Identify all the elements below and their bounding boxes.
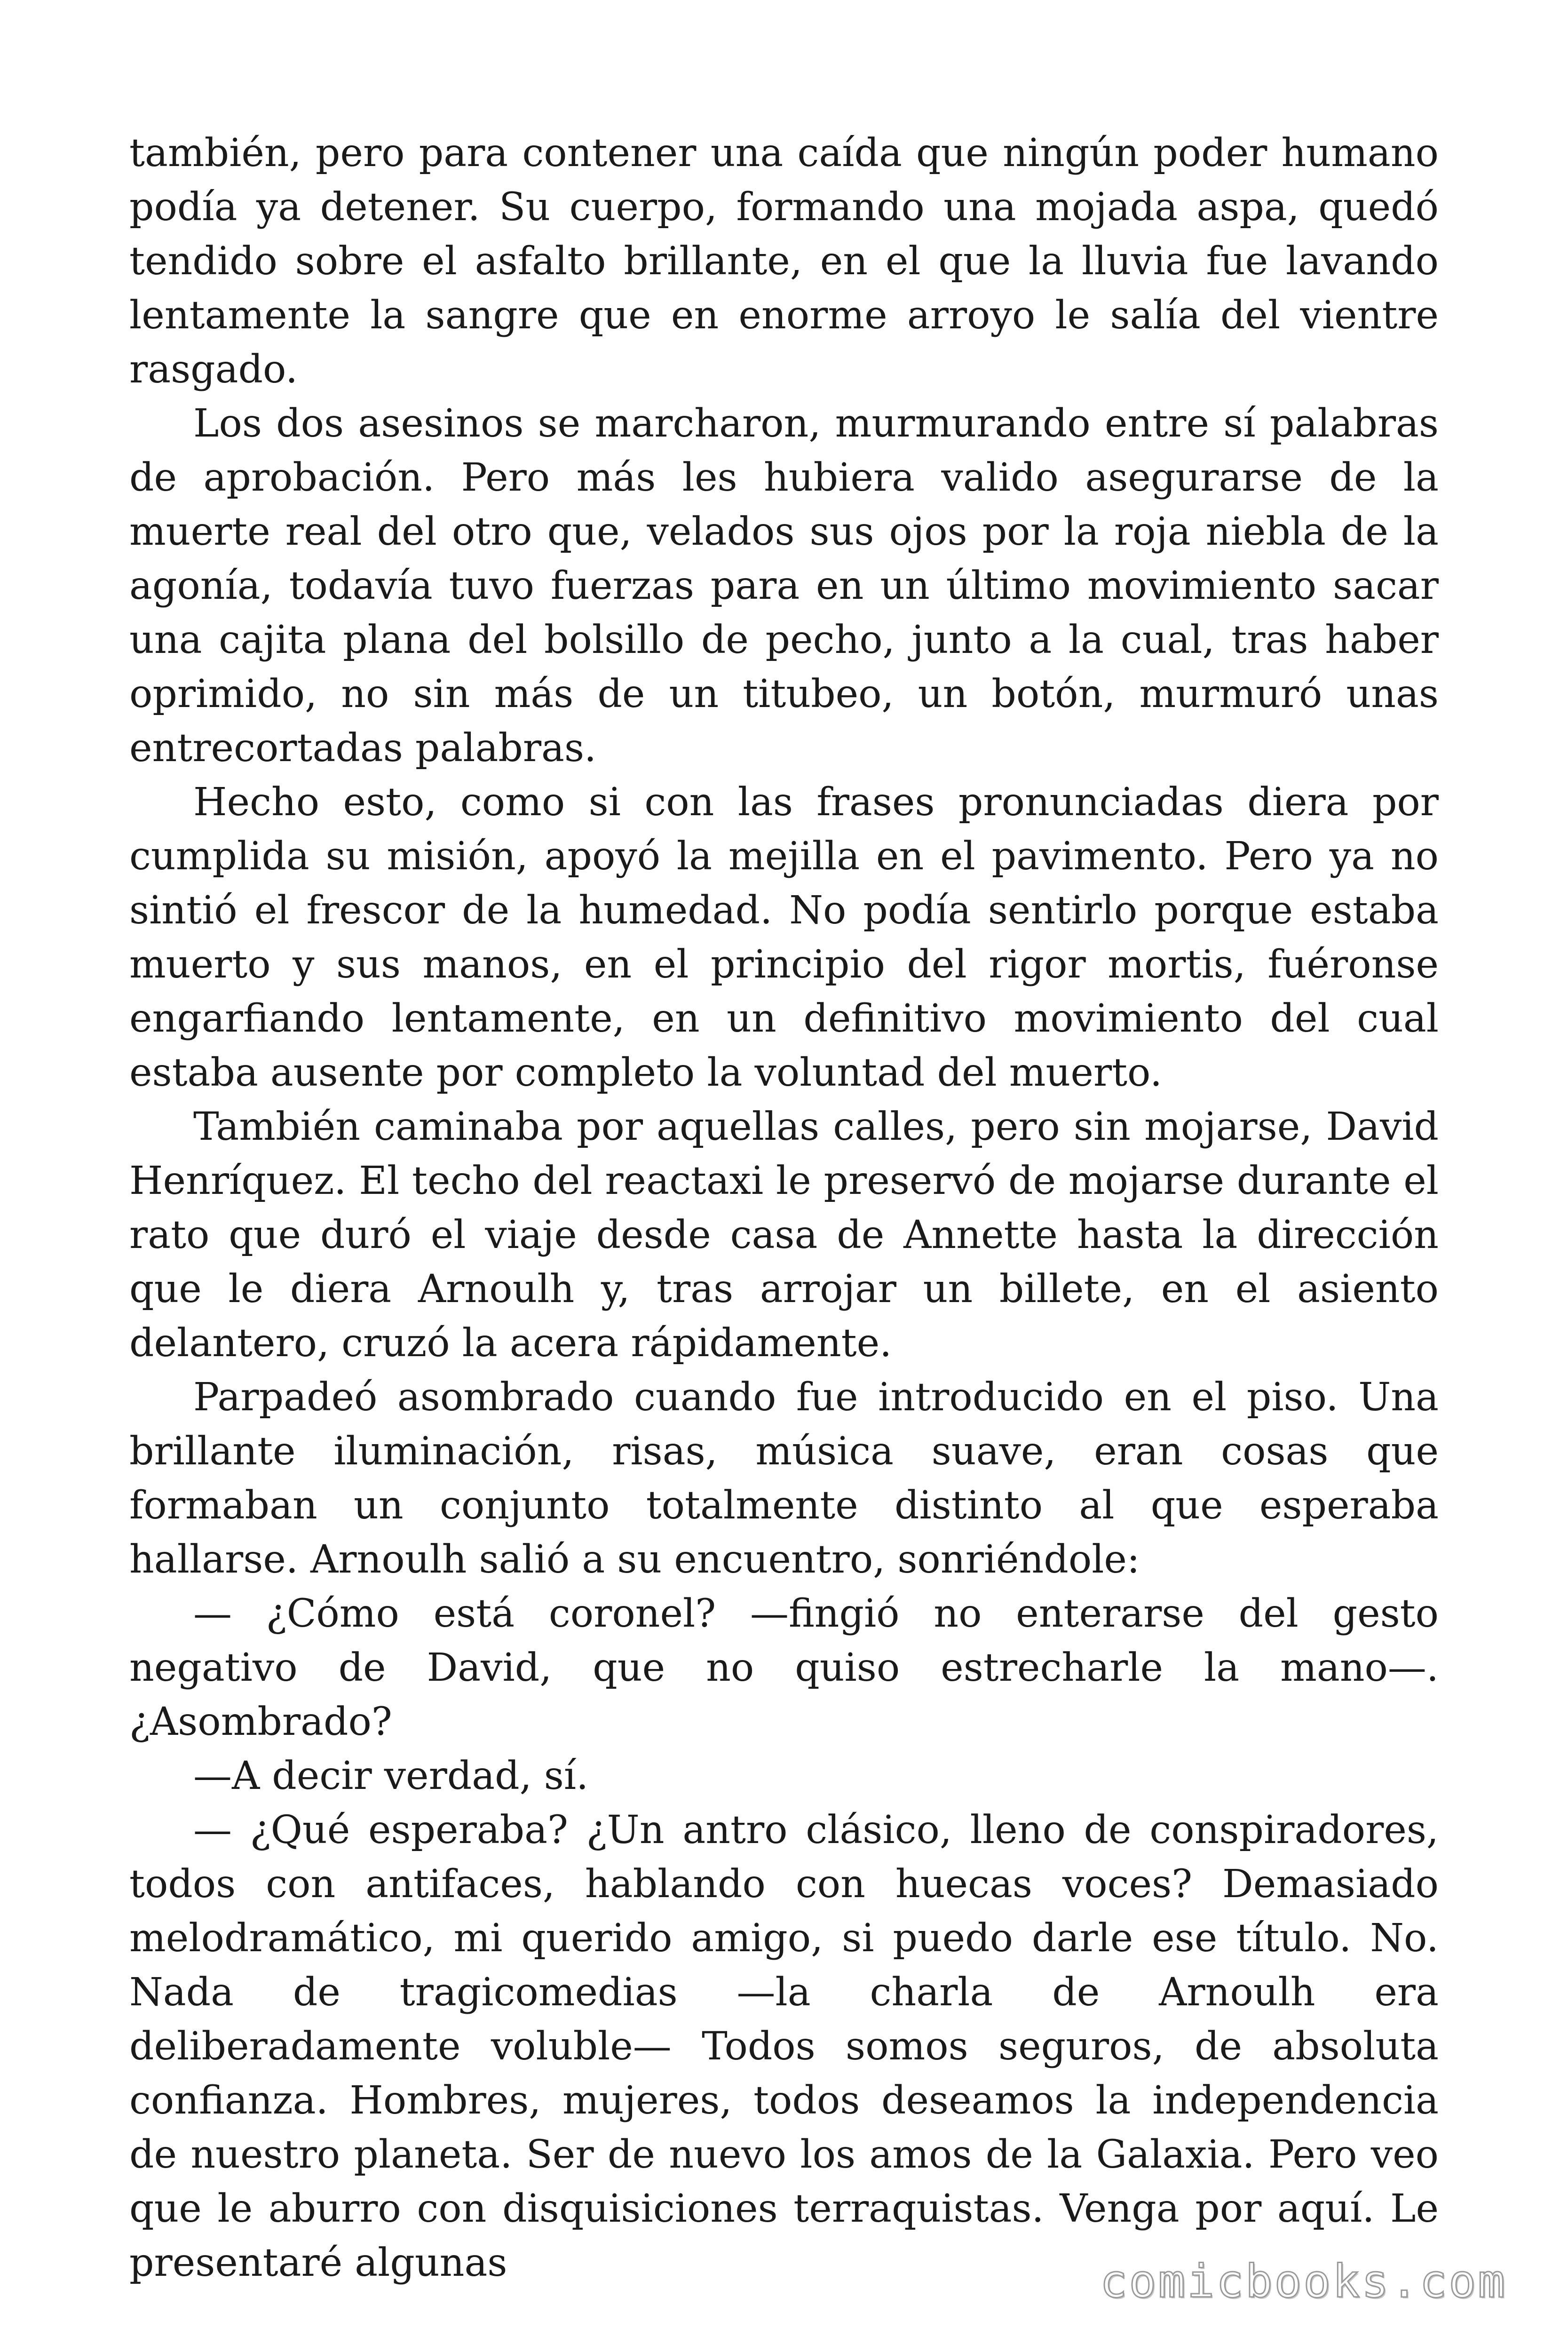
paragraph-5: Parpadeó asombrado cuando fue introducido en el piso. Una brillante iluminación, risas, música suave, eran cosas que formaban un conjunto totalmente distinto al que esperaba hallarse. Arnoulh salió a su encuentro, sonriéndole: [129,1375,1439,1582]
paragraph-3: Hecho esto, como si con las frases pronunciadas diera por cumplida su misión, apoyó la mejilla en el pavimento. Pero ya no sintió el frescor de la humedad. No podía sentirlo porque estaba muerto y sus manos, en el principio del rigor mortis, fuéronse engarfiando lentamente, en un definitivo movimiento del cual estaba ausente por completo la voluntad del muerto. [129,780,1439,1095]
book-page-text [129,126,1439,2290]
watermark: comicbooks.com [1100,2255,1507,2308]
paragraph-6: — ¿Cómo está coronel? —fingió no enterarse del gesto negativo de David, que no quiso estrecharle la mano—. ¿Asombrado? [129,1591,1439,1744]
paragraph-7: —A decir verdad, sí. [193,1754,589,1798]
paragraph-1: también, pero para contener una caída que ningún poder humano podía ya detener. Su cuerpo, formando una mojada aspa, quedó tendido sobre el asfalto brillante, en el que la lluvia fue lavando lentamente la sangre que en enorme arroyo le salía del vientre rasgado. [129,131,1439,392]
paragraph-2: Los dos asesinos se marcharon, murmurando entre sí palabras de aprobación. Pero más les hubiera valido asegurarse de la muerte real del otro que, velados sus ojos por la roja niebla de la agonía, todavía tuvo fuerzas para en un último movimiento sacar una cajita plana del bolsillo de pecho, junto a la cual, tras haber oprimido, no sin más de un titubeo, un botón, murmuró unas entrecortadas palabras. [129,401,1439,771]
paragraph-8: — ¿Qué esperaba? ¿Un antro clásico, lleno de conspiradores, todos con antifaces, hablando con huecas voces? Demasiado melodramático, mi querido amigo, si puedo darle ese título. No. Nada de tragicomedias —la charla de Arnoulh era deliberadamente voluble— Todos somos seguros, de absoluta confianza. Hombres, mujeres, todos deseamos la independencia de nuestro planeta. Ser de nuevo los amos de la Galaxia. Pero veo que le aburro con disquisiciones terraquistas. Venga por aquí. Le presentaré algunas [129,1808,1439,2285]
paragraph-4: También caminaba por aquellas calles, pero sin mojarse, David Henríquez. El techo del reactaxi le preservó de mojarse durante el rato que duró el viaje desde casa de Annette hasta la dirección que le diera Arnoulh y, tras arrojar un billete, en el asiento delantero, cruzó la acera rápidamente. [129,1104,1439,1366]
